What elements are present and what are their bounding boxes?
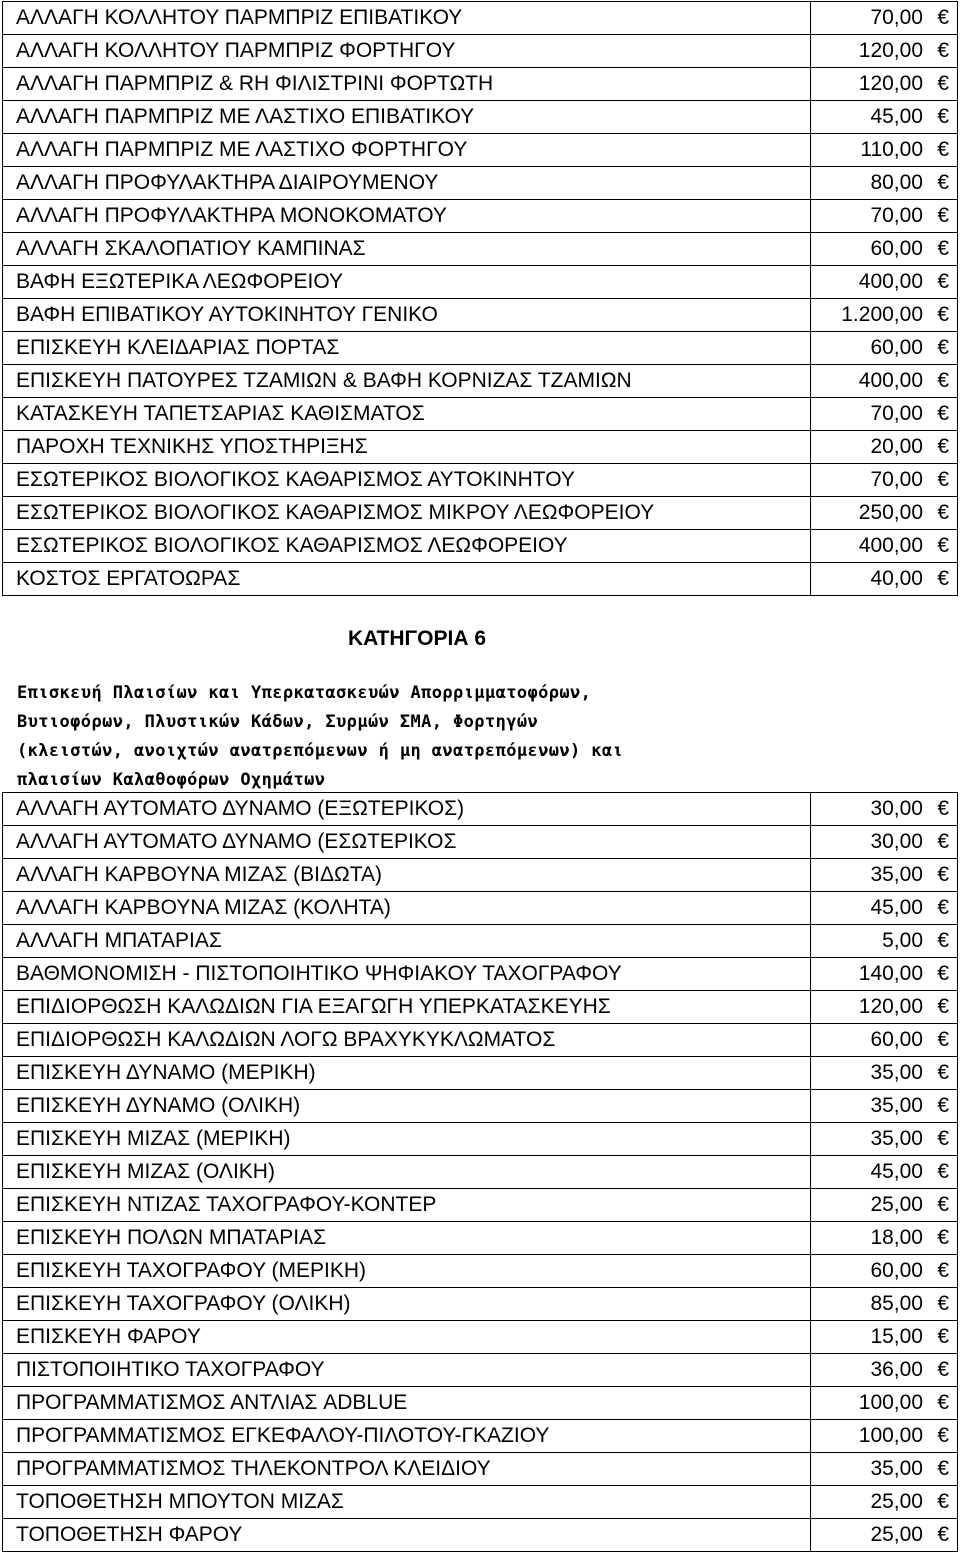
service-description: ΑΛΛΑΓΗ ΜΠΑΤΑΡΙΑΣ	[3, 925, 811, 958]
euro-icon: €	[937, 929, 949, 952]
table-row	[3, 398, 958, 431]
table-row	[3, 266, 958, 299]
euro-icon: €	[937, 435, 949, 458]
table-row	[3, 200, 958, 233]
service-price	[811, 1090, 958, 1123]
table-row	[3, 1486, 958, 1519]
service-price	[811, 1024, 958, 1057]
table-row	[3, 1024, 958, 1057]
service-description: ΑΛΛΑΓΗ ΚΟΛΛΗΤΟΥ ΠΑΡΜΠΡΙΖ ΕΠΙΒΑΤΙΚΟΥ	[3, 2, 811, 35]
price-amount: 120,00	[858, 995, 923, 1018]
price-amount: 45,00	[870, 105, 923, 128]
price-amount: 35,00	[870, 1127, 923, 1150]
euro-icon: €	[937, 995, 949, 1018]
table-row	[3, 793, 958, 826]
price-amount: 70,00	[870, 468, 923, 491]
service-price	[811, 233, 958, 266]
service-price	[811, 1156, 958, 1189]
service-price	[811, 2, 958, 35]
service-price	[811, 925, 958, 958]
service-price	[811, 1321, 958, 1354]
category-title: ΚΑΤΗΓΟΡΙΑ 6	[347, 627, 487, 650]
euro-icon: €	[937, 138, 949, 161]
euro-icon: €	[937, 171, 949, 194]
price-amount: 1.200,00	[841, 303, 923, 326]
table-row	[3, 1321, 958, 1354]
service-description: ΑΛΛΑΓΗ ΠΑΡΜΠΡΙΖ ΜΕ ΛΑΣΤΙΧΟ ΕΠΙΒΑΤΙΚΟΥ	[3, 101, 811, 134]
service-description: ΤΟΠΟΘΕΤΗΣΗ ΦΑΡΟΥ	[3, 1519, 811, 1552]
service-description: ΑΛΛΑΓΗ ΣΚΑΛΟΠΑΤΙΟΥ ΚΑΜΠΙΝΑΣ	[3, 233, 811, 266]
service-description: ΚΟΣΤΟΣ ΕΡΓΑΤΟΩΡΑΣ	[3, 563, 811, 596]
table-row	[3, 925, 958, 958]
table-row	[3, 1189, 958, 1222]
euro-icon: €	[937, 830, 949, 853]
table-row	[3, 431, 958, 464]
category-6-header	[2, 597, 957, 792]
euro-icon: €	[937, 270, 949, 293]
price-amount: 400,00	[858, 369, 923, 392]
euro-icon: €	[937, 204, 949, 227]
service-price	[811, 1255, 958, 1288]
euro-icon: €	[937, 567, 949, 590]
service-description: ΒΑΦΗ ΕΠΙΒΑΤΙΚΟΥ ΑΥΤΟΚΙΝΗΤΟΥ ΓΕΝΙΚΟ	[3, 299, 811, 332]
price-amount: 400,00	[858, 270, 923, 293]
price-amount: 60,00	[870, 1028, 923, 1051]
price-amount: 25,00	[870, 1193, 923, 1216]
service-price	[811, 1486, 958, 1519]
price-amount: 140,00	[858, 962, 923, 985]
euro-icon: €	[937, 1028, 949, 1051]
price-amount: 60,00	[870, 336, 923, 359]
table-row	[3, 1156, 958, 1189]
price-amount: 36,00	[870, 1358, 923, 1381]
euro-icon: €	[937, 863, 949, 886]
price-table-section-1	[2, 1, 958, 596]
service-price	[811, 266, 958, 299]
table-row	[3, 826, 958, 859]
euro-icon: €	[937, 1523, 949, 1546]
category-description-line: (κλειστών, ανοιχτών ανατρεπόμενων ή μη ανατρεπόμενων) και	[17, 741, 624, 761]
table-row	[3, 563, 958, 596]
euro-icon: €	[937, 1424, 949, 1447]
euro-icon: €	[937, 1127, 949, 1150]
service-price	[811, 1519, 958, 1552]
table-row	[3, 1519, 958, 1552]
euro-icon: €	[937, 237, 949, 260]
euro-icon: €	[937, 501, 949, 524]
service-description: ΠΡΟΓΡΑΜΜΑΤΙΣΜΟΣ ΕΓΚΕΦΑΛΟΥ-ΠΙΛΟΤΟΥ-ΓΚΑΖΙΟΥ	[3, 1420, 811, 1453]
euro-icon: €	[937, 72, 949, 95]
service-description: ΑΛΛΑΓΗ ΑΥΤΟΜΑΤΟ ΔΥΝΑΜΟ (ΕΞΩΤΕΡΙΚΟΣ)	[3, 793, 811, 826]
price-amount: 25,00	[870, 1523, 923, 1546]
service-description: ΕΣΩΤΕΡΙΚΟΣ ΒΙΟΛΟΓΙΚΟΣ ΚΑΘΑΡΙΣΜΟΣ ΛΕΩΦΟΡΕΙΟΥ	[3, 530, 811, 563]
category-description-line: Βυτιοφόρων, Πλυστικών Κάδων, Συρμών ΣΜΑ, Φορτηγών	[17, 712, 539, 732]
price-amount: 20,00	[870, 435, 923, 458]
euro-icon: €	[937, 1325, 949, 1348]
euro-icon: €	[937, 797, 949, 820]
service-price	[811, 991, 958, 1024]
service-description: ΕΠΙΣΚΕΥΗ ΤΑΧΟΓΡΑΦΟΥ (ΜΕΡΙΚΗ)	[3, 1255, 811, 1288]
service-description: ΕΠΙΣΚΕΥΗ ΤΑΧΟΓΡΑΦΟΥ (ΟΛΙΚΗ)	[3, 1288, 811, 1321]
euro-icon: €	[937, 39, 949, 62]
service-description: ΑΛΛΑΓΗ ΑΥΤΟΜΑΤΟ ΔΥΝΑΜΟ (ΕΣΩΤΕΡΙΚΟΣ	[3, 826, 811, 859]
euro-icon: €	[937, 1259, 949, 1282]
price-amount: 15,00	[870, 1325, 923, 1348]
table-row	[3, 991, 958, 1024]
price-amount: 85,00	[870, 1292, 923, 1315]
euro-icon: €	[937, 1457, 949, 1480]
table-row	[3, 530, 958, 563]
service-price	[811, 793, 958, 826]
service-description: ΕΠΙΣΚΕΥΗ ΦΑΡΟΥ	[3, 1321, 811, 1354]
service-description: ΑΛΛΑΓΗ ΚΑΡΒΟΥΝΑ ΜΙΖΑΣ (ΒΙΔΩΤΑ)	[3, 859, 811, 892]
service-description: ΕΠΙΣΚΕΥΗ ΜΙΖΑΣ (ΜΕΡΙΚΗ)	[3, 1123, 811, 1156]
category-description-line: Επισκευή Πλαισίων και Υπερκατασκευών Απορριμματοφόρων,	[17, 683, 592, 703]
service-description: ΕΠΙΣΚΕΥΗ ΠΟΛΩΝ ΜΠΑΤΑΡΙΑΣ	[3, 1222, 811, 1255]
service-description: ΕΠΙΣΚΕΥΗ ΜΙΖΑΣ (ΟΛΙΚΗ)	[3, 1156, 811, 1189]
service-price	[811, 1387, 958, 1420]
service-price	[811, 332, 958, 365]
table-row	[3, 68, 958, 101]
table-row	[3, 958, 958, 991]
service-description: ΕΠΙΣΚΕΥΗ ΔΥΝΑΜΟ (ΟΛΙΚΗ)	[3, 1090, 811, 1123]
service-price	[811, 134, 958, 167]
table-row	[3, 464, 958, 497]
service-description: ΑΛΛΑΓΗ ΠΡΟΦΥΛΑΚΤΗΡΑ ΜΟΝΟΚΟΜΑΤΟΥ	[3, 200, 811, 233]
category-description-line: πλαισίων Καλαθοφόρων Οχημάτων	[17, 770, 326, 790]
service-price	[811, 1222, 958, 1255]
service-description: ΕΠΙΣΚΕΥΗ ΚΛΕΙΔΑΡΙΑΣ ΠΟΡΤΑΣ	[3, 332, 811, 365]
price-amount: 80,00	[870, 171, 923, 194]
price-amount: 45,00	[870, 896, 923, 919]
price-amount: 100,00	[858, 1424, 923, 1447]
euro-icon: €	[937, 1094, 949, 1117]
service-description: ΠΡΟΓΡΑΜΜΑΤΙΣΜΟΣ ΑΝΤΛΙΑΣ ADBLUE	[3, 1387, 811, 1420]
service-price	[811, 1123, 958, 1156]
euro-icon: €	[937, 402, 949, 425]
euro-icon: €	[937, 962, 949, 985]
table-row	[3, 1453, 958, 1486]
price-amount: 250,00	[858, 501, 923, 524]
service-description: ΠΙΣΤΟΠΟΙΗΤΙΚΟ ΤΑΧΟΓΡΑΦΟΥ	[3, 1354, 811, 1387]
service-price	[811, 200, 958, 233]
price-amount: 100,00	[858, 1391, 923, 1414]
price-amount: 5,00	[882, 929, 923, 952]
euro-icon: €	[937, 1490, 949, 1513]
service-description: ΚΑΤΑΣΚΕΥΗ ΤΑΠΕΤΣΑΡΙΑΣ ΚΑΘΙΣΜΑΤΟΣ	[3, 398, 811, 431]
service-description: ΠΡΟΓΡΑΜΜΑΤΙΣΜΟΣ ΤΗΛΕΚΟΝΤΡΟΛ ΚΛΕΙΔΙΟΥ	[3, 1453, 811, 1486]
table-row	[3, 299, 958, 332]
euro-icon: €	[937, 1391, 949, 1414]
service-description: ΕΠΙΣΚΕΥΗ ΝΤΙΖΑΣ ΤΑΧΟΓΡΑΦΟΥ-ΚΟΝΤΕΡ	[3, 1189, 811, 1222]
table-row	[3, 365, 958, 398]
price-table-category-6	[2, 792, 958, 1552]
service-price	[811, 563, 958, 596]
price-amount: 35,00	[870, 1094, 923, 1117]
service-price	[811, 167, 958, 200]
service-price	[811, 101, 958, 134]
service-price	[811, 365, 958, 398]
table-row	[3, 1090, 958, 1123]
price-amount: 120,00	[858, 39, 923, 62]
price-amount: 45,00	[870, 1160, 923, 1183]
table-row	[3, 35, 958, 68]
service-description: ΑΛΛΑΓΗ ΠΡΟΦΥΛΑΚΤΗΡΑ ΔΙΑΙΡΟΥΜΕΝΟΥ	[3, 167, 811, 200]
service-price	[811, 958, 958, 991]
euro-icon: €	[937, 896, 949, 919]
service-price	[811, 1354, 958, 1387]
service-price	[811, 1057, 958, 1090]
price-amount: 400,00	[858, 534, 923, 557]
service-price	[811, 68, 958, 101]
service-description: ΤΟΠΟΘΕΤΗΣΗ ΜΠΟΥΤΟΝ ΜΙΖΑΣ	[3, 1486, 811, 1519]
category-description	[17, 679, 817, 795]
euro-icon: €	[937, 534, 949, 557]
service-description: ΑΛΛΑΓΗ ΠΑΡΜΠΡΙΖ ΜΕ ΛΑΣΤΙΧΟ ΦΟΡΤΗΓΟΥ	[3, 134, 811, 167]
price-amount: 40,00	[870, 567, 923, 590]
service-description: ΕΠΙΣΚΕΥΗ ΠΑΤΟΥΡΕΣ ΤΖΑΜΙΩΝ & ΒΑΦΗ ΚΟΡΝΙΖΑΣ ΤΖΑΜΙΩΝ	[3, 365, 811, 398]
price-amount: 70,00	[870, 402, 923, 425]
service-price	[811, 497, 958, 530]
euro-icon: €	[937, 468, 949, 491]
table-row	[3, 134, 958, 167]
service-description: ΕΠΙΣΚΕΥΗ ΔΥΝΑΜΟ (ΜΕΡΙΚΗ)	[3, 1057, 811, 1090]
table-row	[3, 1288, 958, 1321]
service-price	[811, 859, 958, 892]
service-price	[811, 826, 958, 859]
service-price	[811, 1288, 958, 1321]
service-description: ΕΠΙΔΙΟΡΘΩΣΗ ΚΑΛΩΔΙΩΝ ΛΟΓΩ ΒΡΑΧΥΚΥΚΛΩΜΑΤΟΣ	[3, 1024, 811, 1057]
table-row	[3, 892, 958, 925]
service-price	[811, 1453, 958, 1486]
service-price	[811, 1420, 958, 1453]
euro-icon: €	[937, 1292, 949, 1315]
price-amount: 110,00	[860, 138, 923, 161]
price-amount: 25,00	[870, 1490, 923, 1513]
table-row	[3, 2, 958, 35]
euro-icon: €	[937, 6, 949, 29]
service-description: ΑΛΛΑΓΗ ΚΑΡΒΟΥΝΑ ΜΙΖΑΣ (ΚΟΛΗΤΑ)	[3, 892, 811, 925]
service-description: ΑΛΛΑΓΗ ΚΟΛΛΗΤΟΥ ΠΑΡΜΠΡΙΖ ΦΟΡΤΗΓΟΥ	[3, 35, 811, 68]
table-row	[3, 1222, 958, 1255]
euro-icon: €	[937, 369, 949, 392]
price-amount: 70,00	[870, 204, 923, 227]
table-row	[3, 167, 958, 200]
price-amount: 60,00	[870, 1259, 923, 1282]
service-price	[811, 431, 958, 464]
table-row	[3, 1057, 958, 1090]
price-amount: 35,00	[870, 1061, 923, 1084]
price-amount: 70,00	[870, 6, 923, 29]
euro-icon: €	[937, 105, 949, 128]
price-amount: 35,00	[870, 863, 923, 886]
service-description: ΒΑΘΜΟΝΟΜΙΣΗ - ΠΙΣΤΟΠΟΙΗΤΙΚΟ ΨΗΦΙΑΚΟΥ ΤΑΧΟΓΡΑΦΟΥ	[3, 958, 811, 991]
table-row	[3, 1123, 958, 1156]
service-description: ΒΑΦΗ ΕΞΩΤΕΡΙΚΑ ΛΕΩΦΟΡΕΙΟΥ	[3, 266, 811, 299]
table-row	[3, 101, 958, 134]
service-price	[811, 892, 958, 925]
euro-icon: €	[937, 336, 949, 359]
service-price	[811, 530, 958, 563]
euro-icon: €	[937, 1226, 949, 1249]
service-price	[811, 35, 958, 68]
price-amount: 30,00	[870, 797, 923, 820]
price-amount: 60,00	[870, 237, 923, 260]
table-row	[3, 332, 958, 365]
table-row	[3, 859, 958, 892]
price-amount: 18,00	[870, 1226, 923, 1249]
table-row	[3, 233, 958, 266]
service-price	[811, 299, 958, 332]
euro-icon: €	[937, 303, 949, 326]
euro-icon: €	[937, 1061, 949, 1084]
table-row	[3, 1420, 958, 1453]
service-price	[811, 1189, 958, 1222]
service-price	[811, 464, 958, 497]
table-row	[3, 497, 958, 530]
service-description: ΕΣΩΤΕΡΙΚΟΣ ΒΙΟΛΟΓΙΚΟΣ ΚΑΘΑΡΙΣΜΟΣ ΑΥΤΟΚΙΝΗΤΟΥ	[3, 464, 811, 497]
service-description: ΠΑΡΟΧΗ ΤΕΧΝΙΚΗΣ ΥΠΟΣΤΗΡΙΞΗΣ	[3, 431, 811, 464]
service-description: ΕΣΩΤΕΡΙΚΟΣ ΒΙΟΛΟΓΙΚΟΣ ΚΑΘΑΡΙΣΜΟΣ ΜΙΚΡΟΥ ΛΕΩΦΟΡΕΙΟΥ	[3, 497, 811, 530]
price-amount: 120,00	[858, 72, 923, 95]
table-row	[3, 1387, 958, 1420]
service-price	[811, 398, 958, 431]
price-amount: 30,00	[870, 830, 923, 853]
euro-icon: €	[937, 1160, 949, 1183]
euro-icon: €	[937, 1358, 949, 1381]
table-row	[3, 1255, 958, 1288]
price-amount: 35,00	[870, 1457, 923, 1480]
service-description: ΕΠΙΔΙΟΡΘΩΣΗ ΚΑΛΩΔΙΩΝ ΓΙΑ ΕΞΑΓΩΓΗ ΥΠΕΡΚΑΤΑΣΚΕΥΗΣ	[3, 991, 811, 1024]
table-row	[3, 1354, 958, 1387]
service-description: ΑΛΛΑΓΗ ΠΑΡΜΠΡΙΖ & RH ΦΙΛΙΣΤΡΙΝΙ ΦΟΡΤΩΤΗ	[3, 68, 811, 101]
euro-icon: €	[937, 1193, 949, 1216]
